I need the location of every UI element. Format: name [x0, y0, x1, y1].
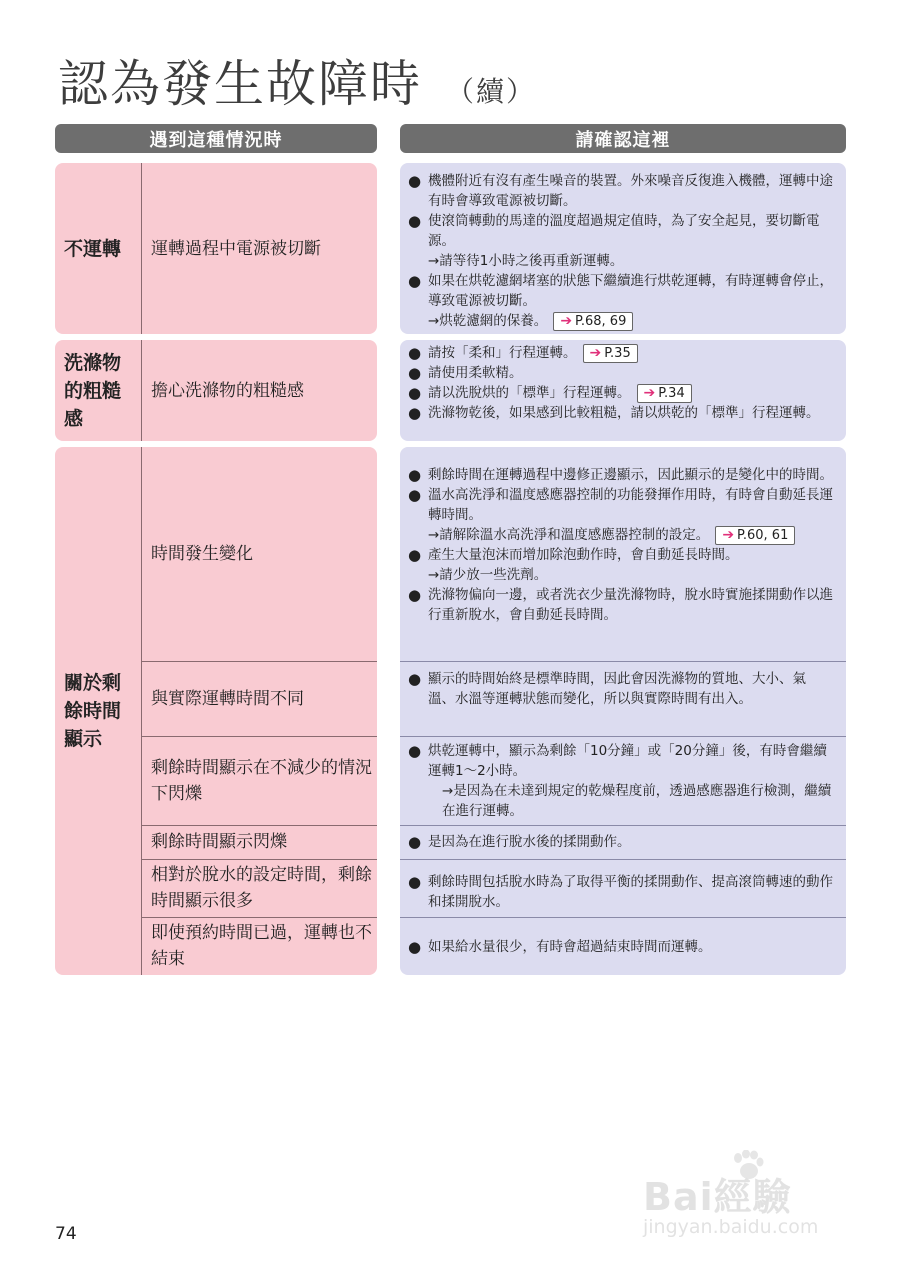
check-action — [408, 565, 836, 585]
check-action — [408, 781, 840, 821]
check-action — [408, 251, 836, 271]
page-reference-link[interactable] — [553, 312, 633, 331]
check-item — [408, 585, 836, 625]
bullet-icon: ● — [408, 546, 422, 564]
header-check: 請確認這裡 — [400, 124, 846, 153]
check-text: 請按「柔和」行程運轉。 — [428, 345, 577, 361]
row-divider — [400, 661, 846, 662]
page-reference-link[interactable] — [583, 344, 638, 363]
category-time-display: 關於剩餘時間顯示 — [64, 672, 122, 750]
arrow-right-icon: ➔ — [722, 526, 735, 543]
check-list — [408, 937, 836, 957]
check-list — [408, 669, 818, 709]
row-divider — [400, 736, 846, 737]
bullet-icon: ● — [408, 670, 422, 688]
check-list — [408, 832, 836, 852]
check-item — [408, 343, 836, 363]
page-reference-link[interactable] — [637, 384, 692, 403]
page-reference-text: P.68, 69 — [575, 313, 627, 329]
bullet-icon: ● — [408, 586, 422, 604]
symptom-time-blinks: 剩餘時間顯示閃爍 — [151, 832, 287, 852]
row-divider — [400, 917, 846, 918]
check-item — [408, 383, 836, 403]
check-action — [408, 525, 836, 545]
check-text: 使滾筒轉動的馬達的溫度超過規定值時，為了安全起見，要切斷電源。 — [428, 213, 820, 249]
arrow-right-icon: ➔ — [643, 384, 656, 401]
page-number: 74 — [55, 1224, 77, 1244]
check-item — [408, 545, 836, 565]
check-text: 請使用柔軟精。 — [428, 365, 523, 381]
category-no-run: 不運轉 — [64, 237, 122, 260]
watermark-brand: Bai經驗 — [643, 1175, 792, 1219]
symptom-power-cut: 運轉過程中電源被切斷 — [151, 238, 321, 259]
check-item — [408, 937, 836, 957]
header-symptom: 遇到這種情況時 — [55, 124, 377, 153]
check-text: →請等待1小時之後再重新運轉。 — [428, 253, 624, 269]
bullet-icon: ● — [408, 742, 422, 760]
bullet-icon: ● — [408, 404, 422, 422]
symptom-time-blinks-not-decreasing: 剩餘時間顯示在不減少的情況下閃爍 — [151, 757, 372, 804]
bullet-icon: ● — [408, 938, 422, 956]
divider — [141, 447, 142, 975]
bullet-icon: ● — [408, 384, 422, 402]
symptom-time-differs: 與實際運轉時間不同 — [151, 688, 304, 709]
bullet-icon: ● — [408, 172, 422, 190]
check-list — [408, 171, 836, 331]
divider — [141, 340, 142, 441]
bullet-icon: ● — [408, 873, 422, 891]
check-item — [408, 465, 836, 485]
check-text: →請少放一些洗劑。 — [428, 567, 548, 583]
check-list — [408, 465, 836, 625]
check-text: 請以洗脫烘的「標準」行程運轉。 — [428, 385, 631, 401]
symptom-time-too-long: 相對於脫水的設定時間，剩餘時間顯示很多 — [151, 865, 372, 911]
check-list — [408, 872, 836, 912]
check-list — [408, 343, 836, 423]
bullet-icon: ● — [408, 466, 422, 484]
check-text: →是因為在未達到規定的乾燥程度前，透過感應器進行檢測，繼續在進行運轉。 — [442, 783, 832, 819]
bullet-icon: ● — [408, 272, 422, 290]
check-text: 顯示的時間始終是標準時間，因此會因洗滌物的質地、大小、氣溫、水溫等運轉狀態而變化，所以與實際時間有出入。 — [428, 671, 806, 707]
check-text: 機體附近有沒有產生噪音的裝置。外來噪音反復進入機體，運轉中途有時會導致電源被切斷。 — [428, 173, 833, 209]
check-item — [408, 872, 836, 912]
symptom-time-changes: 時間發生變化 — [151, 544, 253, 564]
check-text: →請解除溫水高洗淨和溫度感應器控制的設定。 — [428, 527, 710, 543]
check-item — [408, 363, 836, 383]
check-item — [408, 211, 836, 251]
check-text: 剩餘時間包括脫水時為了取得平衡的揉開動作、提高滾筒轉速的動作和揉開脫水。 — [428, 874, 833, 910]
check-item — [408, 832, 836, 852]
page-title: 認為發生故障時 （續） — [58, 55, 537, 113]
check-item — [408, 403, 836, 423]
check-item — [408, 271, 836, 311]
page-reference-text: P.60, 61 — [737, 527, 789, 543]
check-text: 產生大量泡沫而增加除泡動作時，會自動延長時間。 — [428, 547, 739, 563]
bullet-icon: ● — [408, 344, 422, 362]
arrow-right-icon: ➔ — [560, 312, 573, 329]
bullet-icon: ● — [408, 486, 422, 504]
row-divider — [400, 859, 846, 860]
symptom-rough: 擔心洗滌物的粗糙感 — [151, 380, 304, 401]
check-text: 溫水高洗淨和溫度感應器控制的功能發揮作用時，有時會自動延長運轉時間。 — [428, 487, 833, 523]
bullet-icon: ● — [408, 833, 422, 851]
bullet-icon: ● — [408, 364, 422, 382]
watermark — [643, 1158, 853, 1244]
check-text: 如果在烘乾濾網堵塞的狀態下繼續進行烘乾運轉，有時運轉會停止，導致電源被切斷。 — [428, 273, 833, 309]
check-text: 是因為在進行脫水後的揉開動作。 — [428, 834, 631, 850]
check-item — [408, 741, 840, 781]
watermark-url: jingyan.baidu.com — [643, 1216, 819, 1238]
bullet-icon: ● — [408, 212, 422, 230]
check-text: 烘乾運轉中，顯示為剩餘「10分鐘」或「20分鐘」後，有時會繼續運轉1～2小時。 — [428, 743, 827, 779]
check-text: 如果給水量很少，有時會超過結束時間而運轉。 — [428, 939, 712, 955]
row-divider — [400, 825, 846, 826]
check-text: 剩餘時間在運轉過程中邊修正邊顯示，因此顯示的是變化中的時間。 — [428, 467, 833, 483]
page-reference-text: P.35 — [604, 345, 631, 361]
check-text: 洗滌物偏向一邊，或者洗衣少量洗滌物時，脫水時實施揉開動作以進行重新脫水，會自動延長時間。 — [428, 587, 833, 623]
check-item — [408, 171, 836, 211]
divider — [141, 163, 142, 334]
symptom-not-finished: 即使預約時間已過，運轉也不結束 — [151, 923, 372, 969]
page-title-suffix: （續） — [446, 75, 537, 108]
check-text: →烘乾濾網的保養。 — [428, 313, 548, 329]
check-item — [408, 485, 836, 525]
category-rough: 洗滌物的粗糙感 — [64, 351, 122, 430]
arrow-right-icon: ➔ — [589, 344, 602, 361]
check-item — [408, 669, 818, 709]
page-reference-text: P.34 — [658, 385, 685, 401]
check-text: 洗滌物乾後，如果感到比較粗糙，請以烘乾的「標準」行程運轉。 — [428, 405, 820, 421]
page-reference-link[interactable] — [715, 526, 795, 545]
check-list — [408, 741, 840, 821]
check-action — [408, 311, 836, 331]
